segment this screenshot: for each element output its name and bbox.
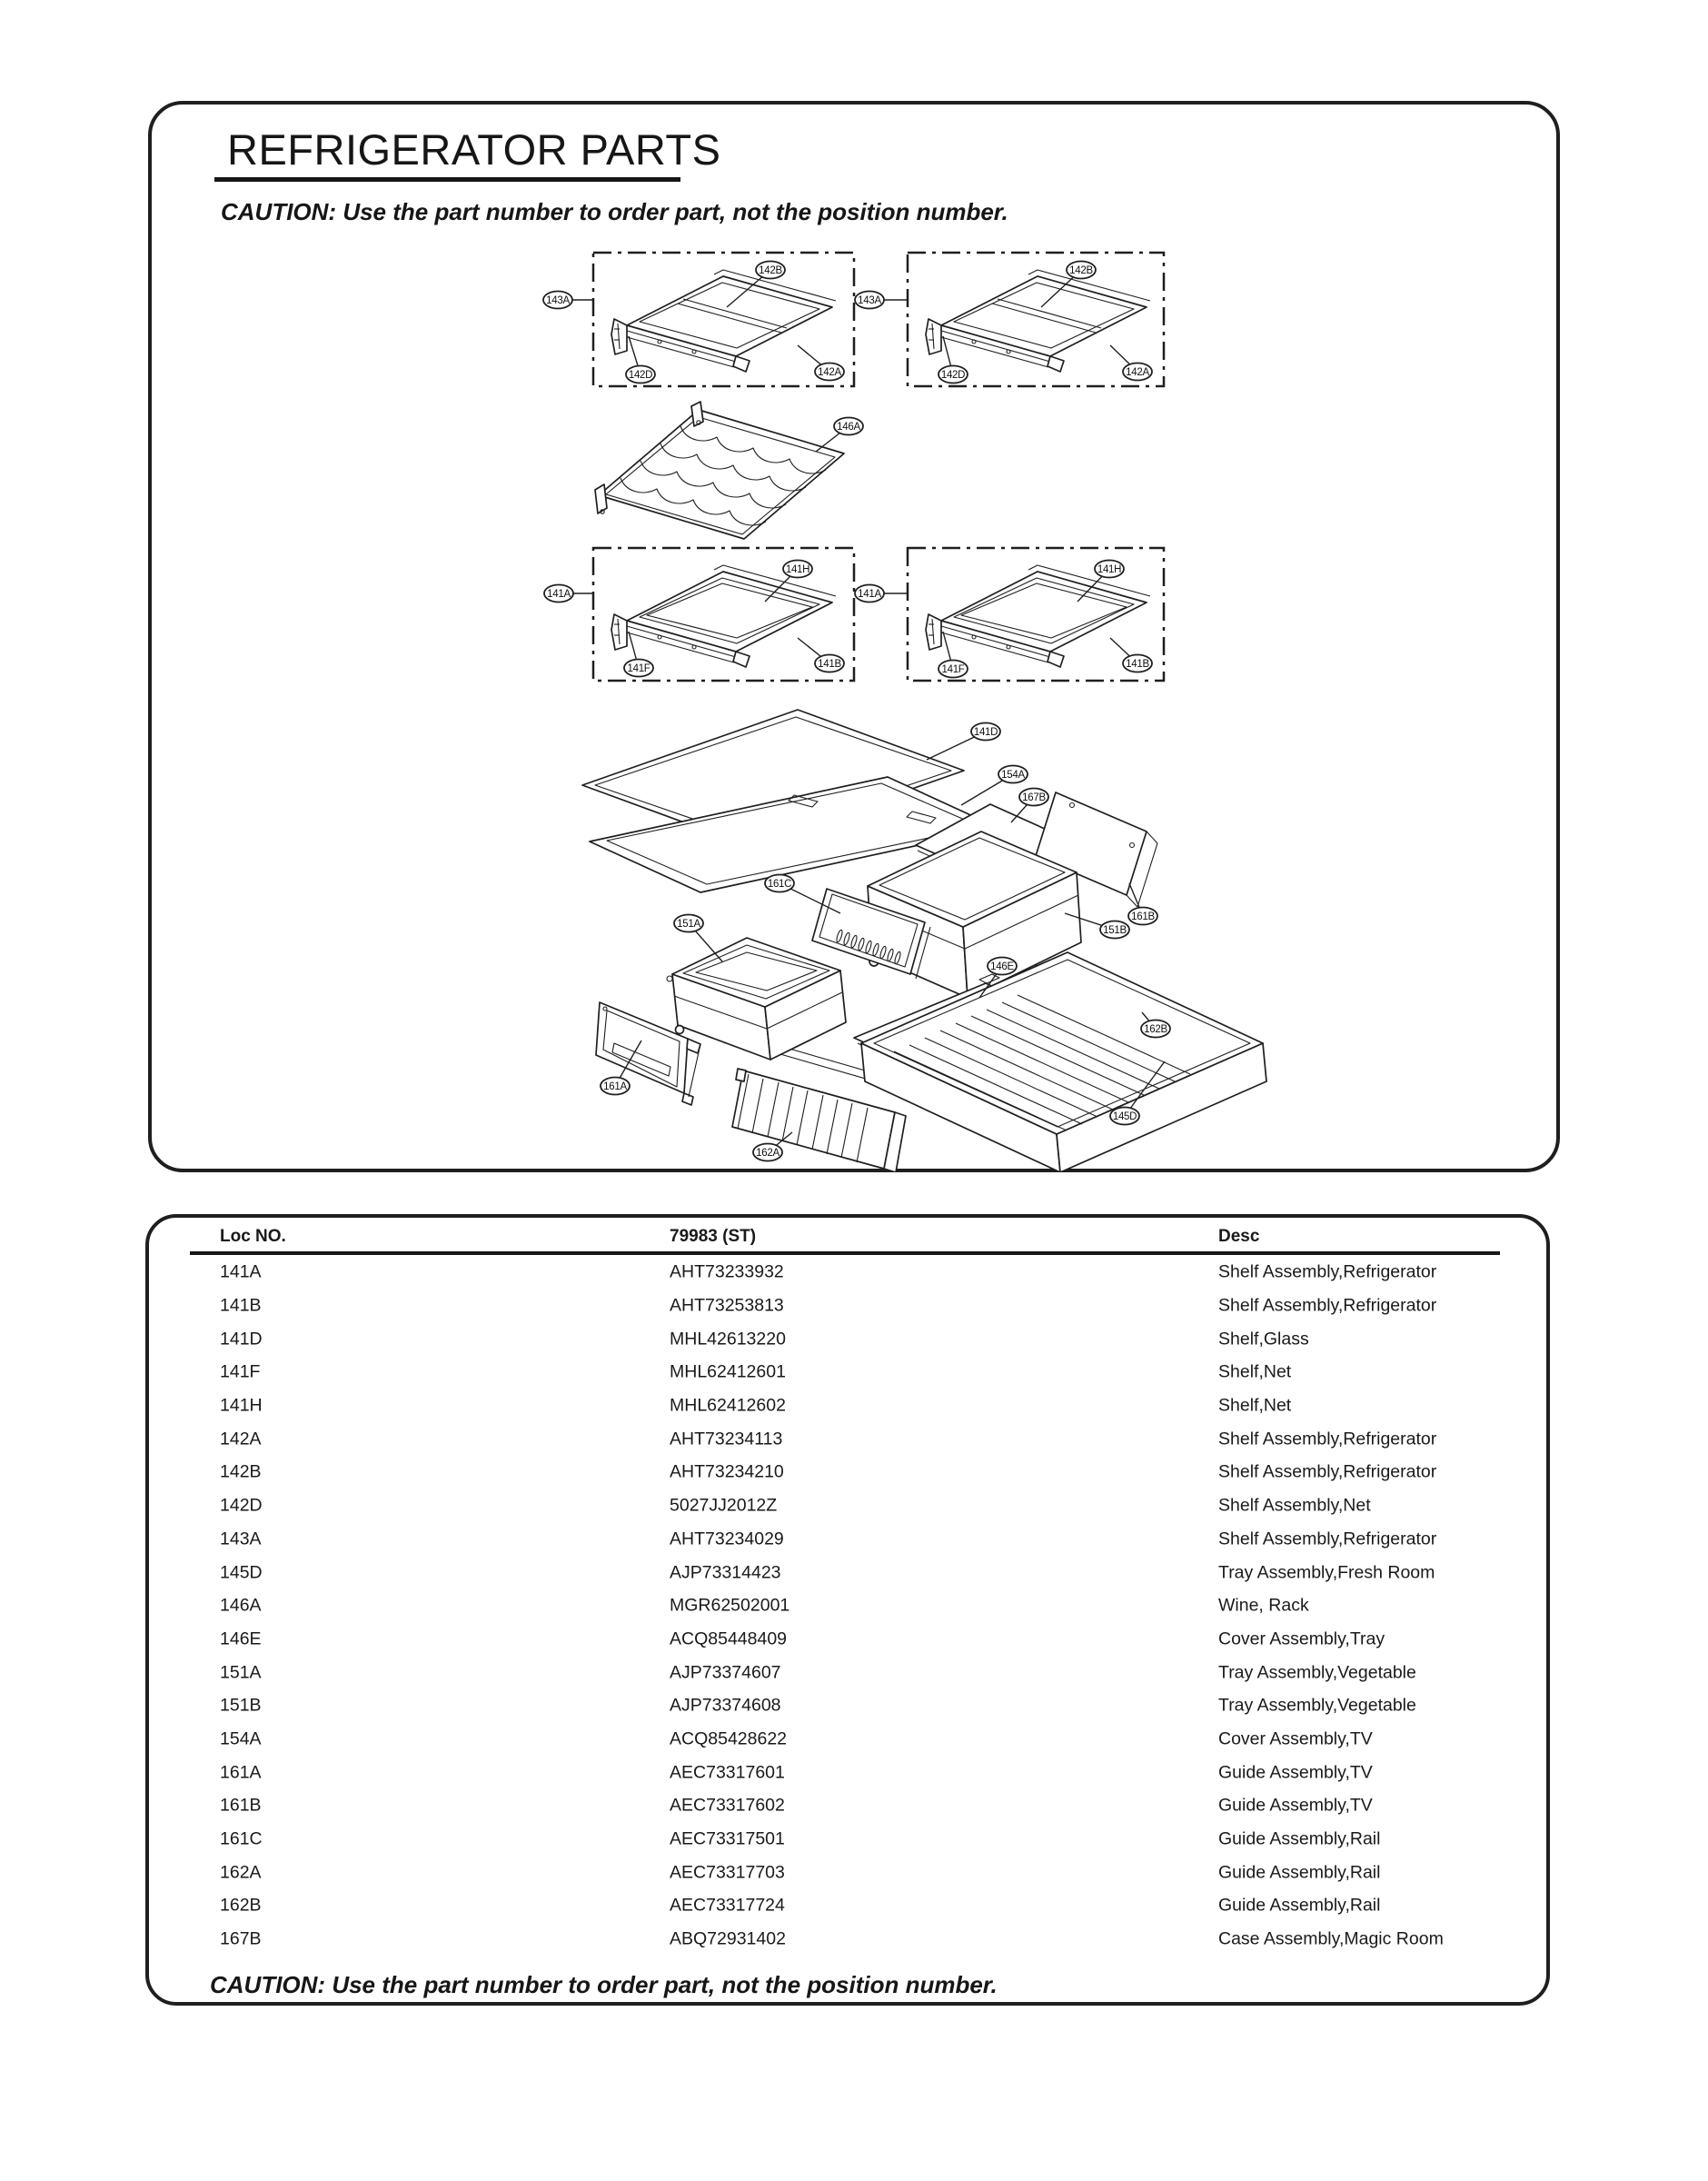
column-header-part-number: 79983 (ST) xyxy=(670,1227,757,1246)
table-cell: ABQ72931402 xyxy=(670,1928,786,1949)
table-cell: 141F xyxy=(220,1361,261,1382)
table-row xyxy=(149,1823,1546,1857)
table-cell: MHL62412602 xyxy=(670,1395,786,1416)
svg-text:154A: 154A xyxy=(1001,770,1025,781)
table-cell: 142B xyxy=(220,1461,262,1482)
table-cell: Guide Assembly,TV xyxy=(1218,1762,1373,1783)
callout-142b-2 xyxy=(1067,262,1096,279)
table-cell: Tray Assembly,Vegetable xyxy=(1218,1695,1416,1716)
diagram-panel xyxy=(148,101,1560,1172)
callout-143a-2 xyxy=(855,292,884,309)
table-cell: 167B xyxy=(220,1928,262,1949)
table-cell: Shelf,Net xyxy=(1218,1361,1292,1382)
callout-146a xyxy=(834,418,863,435)
table-row xyxy=(149,1356,1546,1389)
column-header-desc: Desc xyxy=(1218,1227,1260,1246)
callout-141h-2 xyxy=(1095,561,1124,578)
table-row xyxy=(149,1322,1546,1356)
svg-text:151A: 151A xyxy=(677,919,700,930)
table-cell: 151A xyxy=(220,1662,262,1683)
svg-text:145D: 145D xyxy=(1112,1111,1137,1122)
table-row xyxy=(149,1623,1546,1657)
table-row xyxy=(149,1256,1546,1290)
svg-text:151B: 151B xyxy=(1103,925,1127,936)
parts-table-body xyxy=(149,1256,1546,1956)
table-cell: 141B xyxy=(220,1295,262,1316)
table-cell: ACQ85448409 xyxy=(670,1628,788,1649)
table-row xyxy=(149,1523,1546,1557)
table-cell: 141D xyxy=(220,1329,263,1349)
callout-142a-2 xyxy=(1123,364,1152,381)
table-row xyxy=(149,1723,1546,1757)
table-cell: 141H xyxy=(220,1395,263,1416)
table-cell: Tray Assembly,Vegetable xyxy=(1218,1662,1416,1683)
table-cell: 151B xyxy=(220,1695,262,1716)
callout-141b xyxy=(815,655,844,672)
table-cell: MGR62502001 xyxy=(670,1595,790,1616)
table-cell: Tray Assembly,Fresh Room xyxy=(1218,1562,1435,1583)
svg-text:141F: 141F xyxy=(941,664,965,675)
callout-141h xyxy=(783,561,812,578)
table-cell: 161A xyxy=(220,1762,262,1783)
table-cell: Guide Assembly,TV xyxy=(1218,1795,1373,1816)
table-row xyxy=(149,1489,1546,1523)
table-cell: AHT73234113 xyxy=(670,1429,783,1449)
part-drawing-shelf-142-left xyxy=(611,270,836,372)
callout-161c xyxy=(765,875,794,892)
callout-162a xyxy=(753,1144,782,1161)
callout-161b xyxy=(1128,908,1157,925)
table-cell: AJP73374608 xyxy=(670,1695,781,1716)
callout-142a xyxy=(815,364,844,381)
table-row xyxy=(149,1923,1546,1957)
table-cell: 5027JJ2012Z xyxy=(670,1495,778,1516)
table-cell: 145D xyxy=(220,1562,263,1583)
table-row xyxy=(149,1290,1546,1323)
svg-text:161C: 161C xyxy=(767,879,792,890)
caution-text-bottom: CAUTION: Use the part number to order part, not the position number. xyxy=(210,1971,998,1998)
table-row xyxy=(149,1422,1546,1456)
table-cell: Guide Assembly,Rail xyxy=(1218,1828,1381,1849)
callout-141a-2 xyxy=(855,585,884,603)
table-cell: Case Assembly,Magic Room xyxy=(1218,1928,1444,1949)
svg-text:142A: 142A xyxy=(818,367,841,378)
table-cell: 161B xyxy=(220,1795,262,1816)
svg-text:142A: 142A xyxy=(1126,367,1149,378)
svg-text:161B: 161B xyxy=(1131,911,1155,922)
svg-text:142D: 142D xyxy=(628,370,653,381)
table-cell: AEC73317703 xyxy=(670,1862,785,1883)
svg-text:143A: 143A xyxy=(858,295,881,306)
table-row xyxy=(149,1756,1546,1789)
callout-146e xyxy=(988,958,1017,975)
svg-text:146E: 146E xyxy=(990,961,1014,972)
part-drawing-wine-rack xyxy=(595,402,844,539)
svg-text:141H: 141H xyxy=(1097,564,1122,575)
svg-text:167B: 167B xyxy=(1022,792,1046,803)
svg-text:141A: 141A xyxy=(547,589,571,600)
table-cell: AEC73317602 xyxy=(670,1795,785,1816)
callout-141b-2 xyxy=(1123,655,1152,672)
callout-167b xyxy=(1019,789,1048,806)
table-cell: Cover Assembly,Tray xyxy=(1218,1628,1385,1649)
svg-text:141D: 141D xyxy=(973,727,998,738)
svg-text:143A: 143A xyxy=(546,295,570,306)
callout-141f-2 xyxy=(938,661,968,678)
callout-142d-2 xyxy=(938,366,968,383)
svg-text:142D: 142D xyxy=(940,370,966,381)
table-cell: Shelf,Glass xyxy=(1218,1329,1309,1349)
table-cell: 142A xyxy=(220,1429,262,1449)
svg-text:161A: 161A xyxy=(603,1081,627,1092)
table-cell: Shelf Assembly,Refrigerator xyxy=(1218,1429,1437,1449)
table-header-row xyxy=(149,1227,1546,1252)
table-cell: AHT73253813 xyxy=(670,1295,784,1316)
callout-142d xyxy=(626,366,655,383)
table-cell: 146E xyxy=(220,1628,262,1649)
table-cell: Guide Assembly,Rail xyxy=(1218,1895,1381,1916)
svg-text:141B: 141B xyxy=(818,659,841,670)
table-cell: Shelf Assembly,Refrigerator xyxy=(1218,1295,1437,1316)
table-cell: AHT73234210 xyxy=(670,1461,784,1482)
table-row xyxy=(149,1656,1546,1689)
svg-text:141A: 141A xyxy=(858,589,881,600)
table-cell: 162B xyxy=(220,1895,262,1916)
callout-162b xyxy=(1141,1021,1170,1038)
caution-text-top: CAUTION: Use the part number to order part, not the position number. xyxy=(221,198,1008,225)
callout-143a xyxy=(543,292,572,309)
parts-table-panel xyxy=(145,1214,1550,2006)
svg-text:162A: 162A xyxy=(756,1148,780,1159)
header-rule xyxy=(190,1251,1500,1255)
table-cell: AHT73234029 xyxy=(670,1529,784,1549)
callout-141a xyxy=(544,585,573,603)
part-drawing-shelf-141-right xyxy=(926,565,1150,667)
callout-151b xyxy=(1100,921,1129,939)
callout-161a xyxy=(601,1078,630,1095)
table-cell: 161C xyxy=(220,1828,263,1849)
part-drawing-tray-145d xyxy=(861,952,1266,1172)
table-row xyxy=(149,1856,1546,1889)
svg-text:141H: 141H xyxy=(785,564,810,575)
table-cell: MHL42613220 xyxy=(670,1329,786,1349)
table-cell: Guide Assembly,Rail xyxy=(1218,1862,1381,1883)
table-cell: AEC73317601 xyxy=(670,1762,785,1783)
table-cell: Shelf Assembly,Net xyxy=(1218,1495,1371,1516)
table-cell: MHL62412601 xyxy=(670,1361,786,1382)
table-cell: AHT73233932 xyxy=(670,1261,784,1282)
svg-text:146A: 146A xyxy=(837,422,860,433)
callout-141d xyxy=(971,723,1000,741)
table-cell: AJP73374607 xyxy=(670,1662,781,1683)
table-row xyxy=(149,1589,1546,1623)
table-row xyxy=(149,1689,1546,1723)
table-cell: 162A xyxy=(220,1862,262,1883)
table-row xyxy=(149,1389,1546,1423)
table-row xyxy=(149,1889,1546,1923)
part-drawing-shelf-142-right xyxy=(926,270,1150,372)
part-drawing-shelf-141-left xyxy=(611,565,836,667)
table-cell: AEC73317501 xyxy=(670,1828,785,1849)
callout-142b xyxy=(756,262,785,279)
table-cell: 154A xyxy=(220,1728,262,1749)
svg-text:142B: 142B xyxy=(759,265,782,276)
table-cell: AJP73314423 xyxy=(670,1562,781,1583)
column-header-loc-no: Loc NO. xyxy=(220,1227,286,1246)
svg-text:162B: 162B xyxy=(1144,1024,1167,1035)
callout-141f xyxy=(624,660,653,677)
callout-151a xyxy=(674,915,703,932)
exploded-parts-diagram xyxy=(148,101,1560,1172)
page-title: REFRIGERATOR PARTS xyxy=(227,125,721,174)
table-row xyxy=(149,1789,1546,1823)
table-cell: Cover Assembly,TV xyxy=(1218,1728,1373,1749)
svg-text:142B: 142B xyxy=(1069,265,1093,276)
svg-text:141B: 141B xyxy=(1126,659,1149,670)
table-row xyxy=(149,1556,1546,1589)
table-cell: ACQ85428622 xyxy=(670,1728,788,1749)
table-cell: Shelf Assembly,Refrigerator xyxy=(1218,1261,1437,1282)
table-cell: Wine, Rack xyxy=(1218,1595,1309,1616)
table-cell: 141A xyxy=(220,1261,262,1282)
table-cell: 146A xyxy=(220,1595,262,1616)
table-cell: Shelf Assembly,Refrigerator xyxy=(1218,1461,1437,1482)
table-row xyxy=(149,1456,1546,1489)
table-cell: 142D xyxy=(220,1495,263,1516)
table-cell: AEC73317724 xyxy=(670,1895,785,1916)
callout-145d xyxy=(1110,1108,1139,1125)
table-cell: 143A xyxy=(220,1529,262,1549)
table-cell: Shelf,Net xyxy=(1218,1395,1292,1416)
table-cell: Shelf Assembly,Refrigerator xyxy=(1218,1529,1437,1549)
callout-154a xyxy=(998,766,1028,783)
svg-text:141F: 141F xyxy=(627,663,650,674)
